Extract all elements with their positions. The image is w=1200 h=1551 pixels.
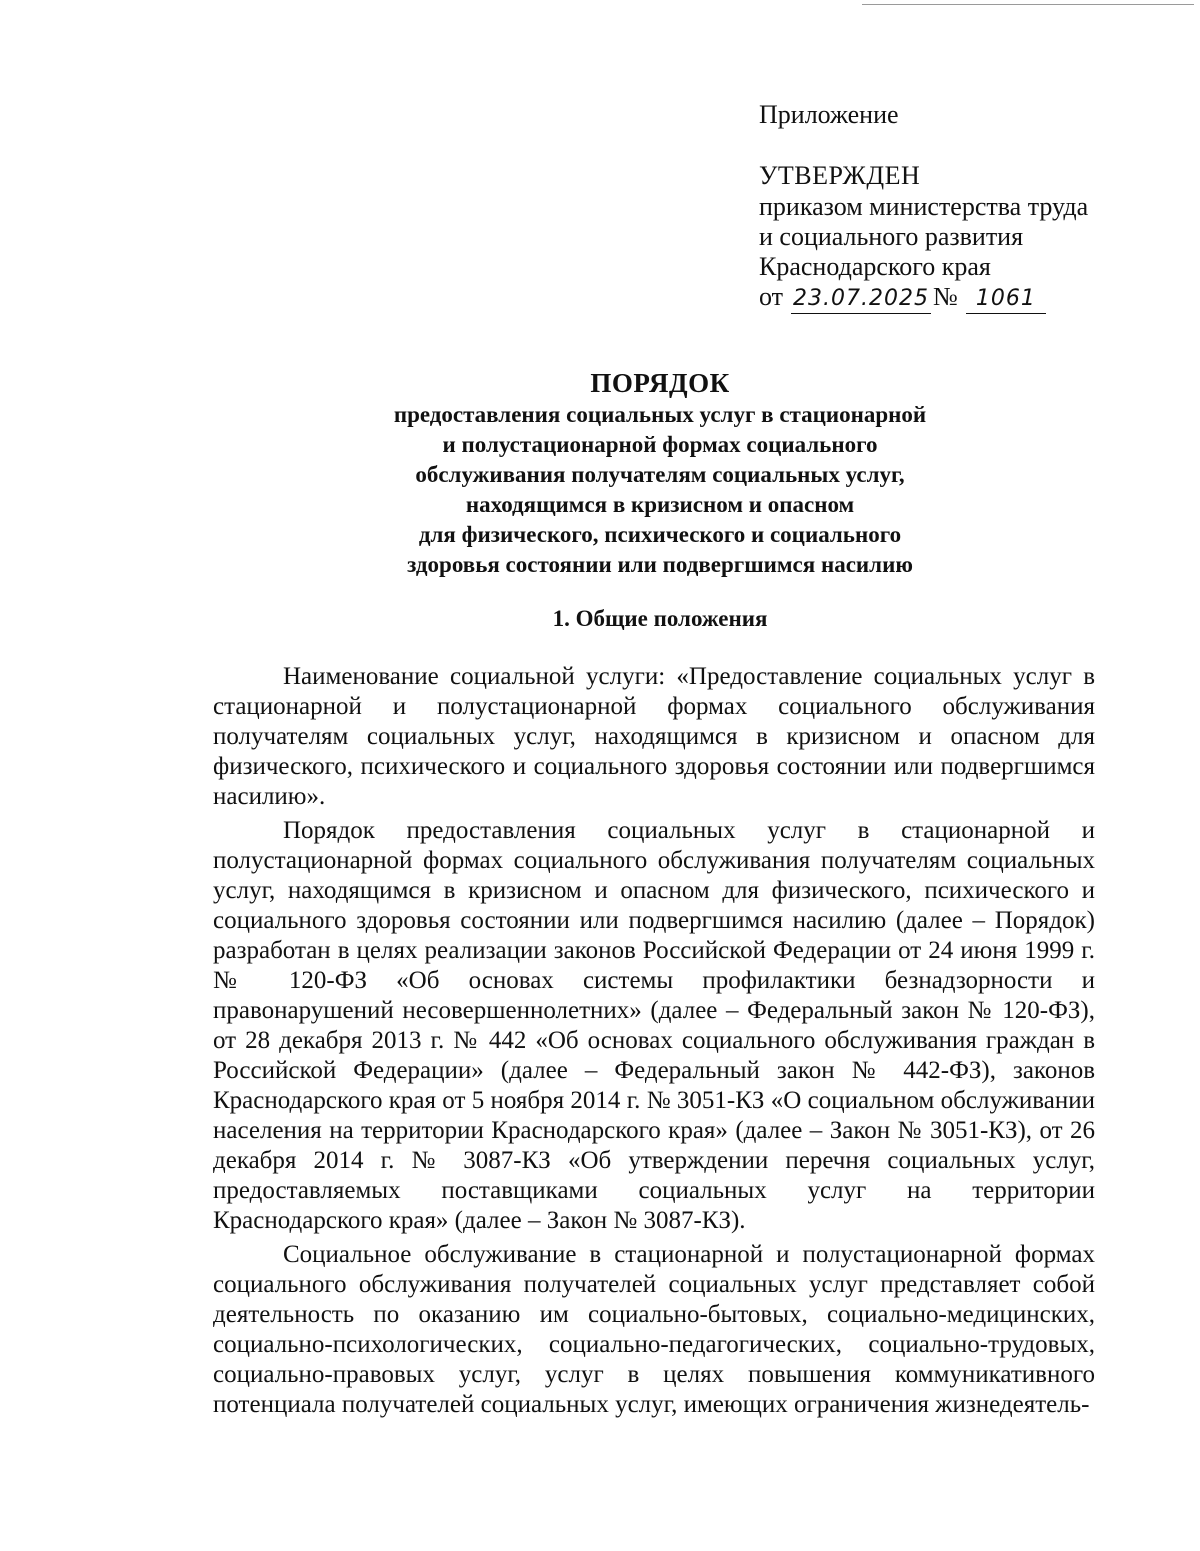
appendix-label: Приложение <box>759 100 899 129</box>
date-prefix: от <box>759 282 784 311</box>
number-prefix: № <box>933 282 958 311</box>
document-title <box>200 366 1120 580</box>
title-subline: здоровья состоянии или подвергшимся насилию <box>407 552 913 577</box>
title-main: ПОРЯДОК <box>590 368 730 398</box>
title-subline: находящимся в кризисном и опасном <box>465 492 855 517</box>
handwritten-date: 23.07.2025 <box>791 285 931 314</box>
title-subline: обслуживания получателям социальных услуг, <box>415 462 905 487</box>
section-heading: 1. Общие положения <box>552 606 768 631</box>
approval-order-line: Краснодарского края <box>759 252 991 281</box>
handwritten-number: 1061 <box>966 285 1046 314</box>
body-text <box>213 662 1095 1424</box>
page-top-rule <box>862 4 1194 5</box>
approval-order-line: приказом министерства труда <box>759 192 1089 221</box>
title-subline: предоставления социальных услуг в стационарной <box>393 402 927 427</box>
paragraph: Порядок предоставления социальных услуг в стационарной и полустационарной формах социального обслуживания получателям социальных услуг, находящимся в кризисном и опасном для физического, психического и социального здоровья состоянии или подвергшимся насилию (далее – Порядок) разработан в целях реализации законов Российской Федерации от 24 июня 1999 г. № 120-ФЗ «Об основах системы профилактики безнадзорности и правонарушений несовершеннолетних» (далее – Федеральный закон № 120-ФЗ), от 28 декабря 2013 г. № 442 «Об основах социального обслуживания граждан в Российской Федерации» (далее – Федеральный закон № 442-ФЗ), законов Краснодарского края от 5 ноября 2014 г. № 3051-КЗ «О социальном обслуживании населения на территории Краснодарского края» (далее – Закон № 3051-КЗ), от 26 декабря 2014 г. № 3087-КЗ «Об утверждении перечня социальных услуг, предоставляемых поставщиками социальных услуг на территории Краснодарского края» (далее – Закон № 3087-КЗ). <box>213 817 1095 1234</box>
approved-label: УТВЕРЖДЕН <box>759 161 921 190</box>
title-subline: и полустационарной формах социального <box>442 432 878 457</box>
approval-date-number-line <box>759 282 1179 314</box>
approval-order-line: и социального развития <box>759 222 1024 251</box>
title-subline: для физического, психического и социального <box>418 522 902 547</box>
paragraph: Наименование социальной услуги: «Предоставление социальных услуг в стационарной и полустационарной формах социального обслуживания получателям социальных услуг, находящимся в кризисном и опасном для физического, психического и социального здоровья состоянии или подвергшимся насилию». <box>213 663 1095 810</box>
paragraph: Социальное обслуживание в стационарной и полустационарной формах социального обслуживания получателей социальных услуг представляет собой деятельность по оказанию им социально-бытовых, социально-медицинских, социально-психологических, социально-педагогических, социально-трудовых, социально-правовых услуг, услуг в целях повышения коммуникативного потенциала получателей социальных услуг, имеющих ограничения жизнедеятель- <box>213 1241 1095 1418</box>
approval-block <box>759 100 1179 314</box>
